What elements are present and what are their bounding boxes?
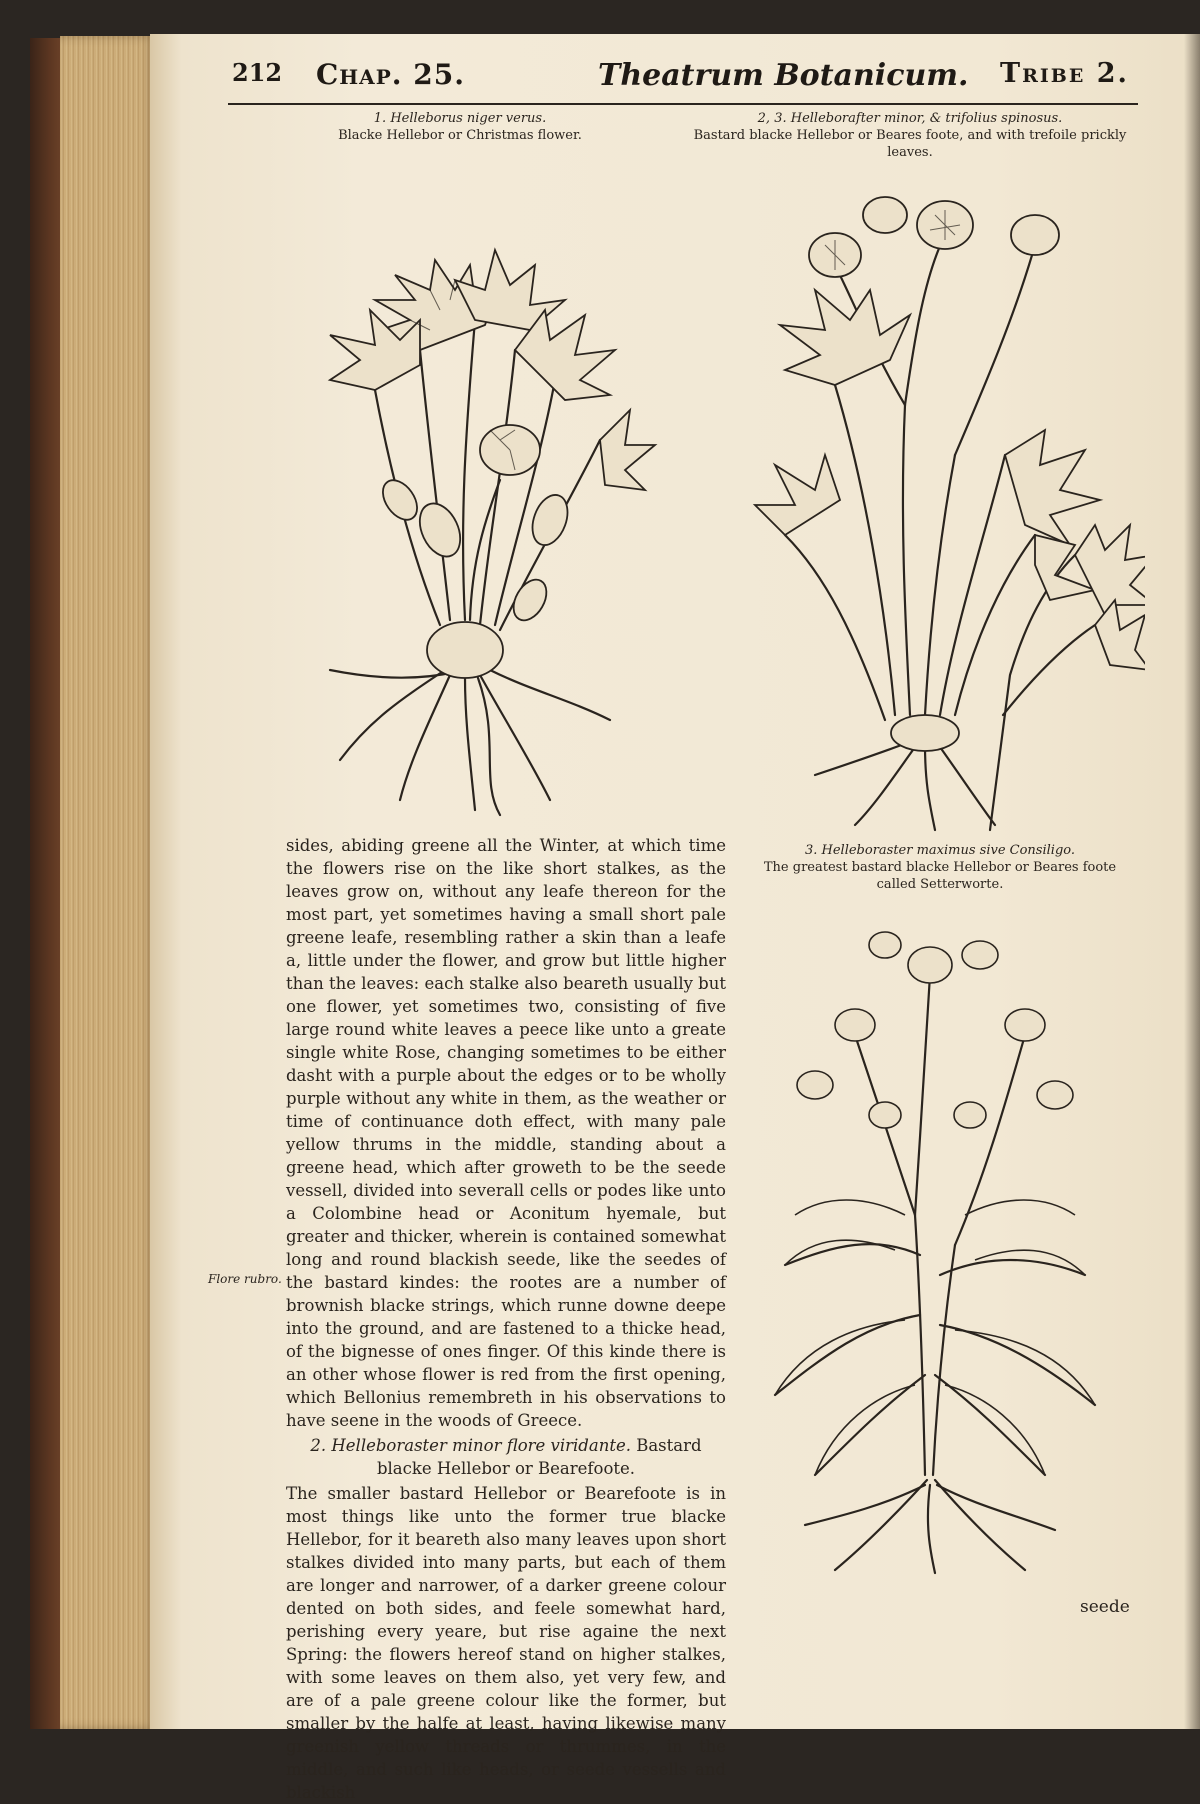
subheading-2 xyxy=(286,1434,726,1480)
paragraph-2: The smaller bastard Hellebor or Bearefoote is in most things like unto the former true blacke Hellebor, for it beareth also many leaves upon short stalkes divided into many parts, but each of them are longer and narrower, of a darker greene colour dented on both sides, and feele somewhat hard, perishing every yeare, but rise againe the next Spring: the flowers hereof stand on higher stalkes, with some leaves on them also, yet very few, and are of a pale greene colour like the former, but smaller by the halfe at least, having likewise many greenish yellow threads or thrummes, in the middle, and such like heads, or seede vessells and blackish xyxy=(286,1484,726,1802)
figure-2-caption xyxy=(670,110,1150,161)
figure-3-caption xyxy=(760,842,1120,893)
figure-2-latin-name: 2, 3. Helleborafter minor, & trifolius spinosus. xyxy=(757,111,1063,126)
subheading-latin: 2. Helleboraster minor flore viridante. xyxy=(310,1436,631,1455)
bearsfoot-woodcut-icon xyxy=(745,155,1145,835)
running-title: Theatrum Botanicum. xyxy=(598,58,969,93)
body-text xyxy=(286,834,726,1804)
page-shadow xyxy=(1184,34,1200,1729)
subheading-english: Bastard blacke Hellebor or Bearefoote. xyxy=(376,1436,702,1478)
page-edges xyxy=(60,36,156,1729)
catchword: seede xyxy=(1080,1597,1130,1617)
figure-2-english-name: Bastard blacke Hellebor or Beares foote, and with trefoile prickly leaves. xyxy=(693,128,1127,160)
setterwort-woodcut-icon xyxy=(755,915,1115,1575)
header-rule xyxy=(228,103,1138,105)
margin-note: Flore rubro. xyxy=(208,1272,282,1286)
page-number: 212 xyxy=(232,58,283,87)
figure-1-caption xyxy=(290,110,630,144)
figure-1-latin-name: 1. Helleborus niger verus. xyxy=(373,111,547,126)
chapter-heading: Chap. 25. xyxy=(316,58,465,91)
hellebore-woodcut-icon xyxy=(300,200,660,820)
figure-3-english-name: The greatest bastard blacke Hellebor or Beares foote called Setterworte. xyxy=(763,860,1117,892)
figure-3-latin-name: 3. Helleboraster maximus sive Consiligo. xyxy=(804,843,1076,858)
tribe-heading: Tribe 2. xyxy=(1000,58,1129,89)
paragraph-1: sides, abiding greene all the Winter, at which time the flowers rise on the like short stalkes, as the leaves grow on, without any leafe thereon for the most part, yet sometimes having a small short pale greene leafe, resembling rather a skin than a leafe a, little under the flower, and grow but little higher than the leaves: each stalke also beareth usually but one flower, yet sometimes two, consisting of five large round white leaves a peece like unto a greate single white Rose, changing sometimes to be either dasht with a purple about the edges or to be wholly purple without any white in them, as the weather or time of continuance doth effect, with many pale yellow thrums in the middle, standing about a greene head, which after groweth to be the seede vessell, divided into severall cells or podes like unto a Colombine head or Aconitum hyemale, but greater and thicker, wherein is contained somewhat long and round blackish seede, like the seedes of the bastard kindes: the rootes are a number of brownish blacke strings, which runne downe deepe into the ground, and are fastened to a thicke head, of the bignesse of ones finger. Of this kinde there is an other whose flower is red from the first opening, which Bellonius remembreth in his observations to have seene in the woods of Greece. xyxy=(286,836,726,1430)
figure-1-english-name: Blacke Hellebor or Christmas flower. xyxy=(338,128,582,143)
